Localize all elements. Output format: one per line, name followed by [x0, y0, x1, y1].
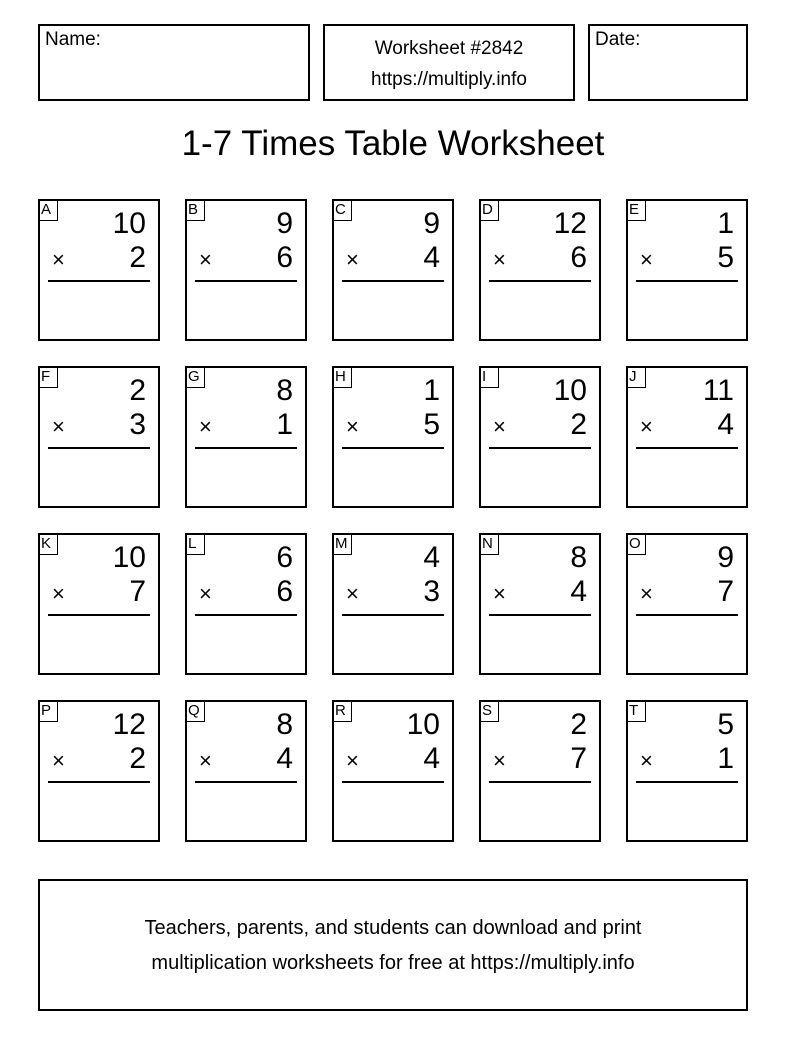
multiplicand: 2: [129, 374, 146, 407]
answer-line: [636, 614, 738, 616]
answer-line: [48, 280, 150, 282]
multiplicand: 1: [423, 374, 440, 407]
multiplier: 1: [276, 408, 293, 441]
multiplier: 4: [570, 575, 587, 608]
worksheet-title: 1-7 Times Table Worksheet: [181, 124, 605, 163]
worksheet-number: Worksheet #2842: [374, 38, 524, 59]
times-sign: ×: [346, 581, 359, 606]
problem-card: [332, 366, 454, 508]
problem-label: D: [479, 199, 499, 221]
times-sign: ×: [199, 748, 212, 773]
answer-line: [48, 781, 150, 783]
multiplier: 6: [276, 241, 293, 274]
problem-card: [185, 199, 307, 341]
problem-label: R: [332, 700, 352, 722]
multiplier: 2: [129, 742, 146, 775]
multiplicand: 9: [423, 207, 440, 240]
problem-label: C: [332, 199, 352, 221]
problem-label: A: [38, 199, 58, 221]
times-sign: ×: [493, 748, 506, 773]
name-label: Name:: [45, 29, 101, 50]
footer-box: [38, 879, 748, 1011]
answer-line: [489, 781, 591, 783]
name-field-box: [38, 24, 310, 101]
times-sign: ×: [52, 581, 65, 606]
times-sign: ×: [52, 748, 65, 773]
problem-card: [185, 366, 307, 508]
answer-line: [48, 447, 150, 449]
times-sign: ×: [199, 581, 212, 606]
times-sign: ×: [346, 414, 359, 439]
multiplier: 4: [423, 241, 440, 274]
answer-line: [342, 447, 444, 449]
times-sign: ×: [199, 247, 212, 272]
problem-label: B: [185, 199, 205, 221]
problem-card: [332, 533, 454, 675]
answer-line: [342, 280, 444, 282]
problem-card: [626, 533, 748, 675]
problem-label: I: [479, 366, 499, 388]
footer-line-1: Teachers, parents, and students can download and print: [144, 917, 642, 939]
problem-card: [626, 366, 748, 508]
multiplicand: 9: [717, 541, 734, 574]
worksheet-info-box: [323, 24, 575, 101]
problem-label: L: [185, 533, 205, 555]
problem-label: M: [332, 533, 352, 555]
multiplicand: 10: [406, 708, 440, 741]
multiplier: 2: [129, 241, 146, 274]
problem-card: [479, 366, 601, 508]
problem-card: [479, 700, 601, 842]
answer-line: [636, 447, 738, 449]
multiplicand: 2: [570, 708, 587, 741]
problem-card: [479, 199, 601, 341]
multiplier: 7: [717, 575, 734, 608]
multiplier: 7: [570, 742, 587, 775]
problem-card: [185, 533, 307, 675]
problem-card: [38, 533, 160, 675]
times-sign: ×: [640, 748, 653, 773]
times-sign: ×: [346, 247, 359, 272]
multiplier: 1: [717, 742, 734, 775]
multiplier: 4: [276, 742, 293, 775]
answer-line: [636, 280, 738, 282]
multiplier: 6: [276, 575, 293, 608]
problem-card: [626, 700, 748, 842]
answer-line: [489, 614, 591, 616]
problem-label: K: [38, 533, 58, 555]
worksheet-url: https://multiply.info: [371, 69, 527, 90]
times-sign: ×: [346, 748, 359, 773]
multiplicand: 6: [276, 541, 293, 574]
answer-line: [489, 280, 591, 282]
problem-label: S: [479, 700, 499, 722]
answer-line: [342, 781, 444, 783]
answer-line: [342, 614, 444, 616]
times-sign: ×: [52, 414, 65, 439]
footer-line-2: multiplication worksheets for free at https://multiply.info: [151, 952, 635, 974]
problem-label: P: [38, 700, 58, 722]
answer-line: [195, 280, 297, 282]
multiplier: 3: [129, 408, 146, 441]
problem-label: H: [332, 366, 352, 388]
answer-line: [489, 447, 591, 449]
problem-card: [332, 199, 454, 341]
multiplicand: 12: [112, 708, 146, 741]
multiplier: 6: [570, 241, 587, 274]
multiplier: 7: [129, 575, 146, 608]
multiplicand: 4: [423, 541, 440, 574]
multiplier: 4: [423, 742, 440, 775]
answer-line: [48, 614, 150, 616]
problem-label: O: [626, 533, 646, 555]
times-sign: ×: [640, 247, 653, 272]
problem-card: [626, 199, 748, 341]
times-sign: ×: [493, 414, 506, 439]
problem-card: [479, 533, 601, 675]
multiplicand: 10: [112, 207, 146, 240]
answer-line: [636, 781, 738, 783]
times-sign: ×: [199, 414, 212, 439]
times-sign: ×: [493, 247, 506, 272]
problem-card: [38, 366, 160, 508]
multiplicand: 10: [553, 374, 587, 407]
multiplicand: 8: [276, 374, 293, 407]
multiplicand: 1: [717, 207, 734, 240]
problem-label: T: [626, 700, 646, 722]
multiplier: 5: [717, 241, 734, 274]
date-field-box: [588, 24, 748, 101]
problem-label: J: [626, 366, 646, 388]
times-sign: ×: [493, 581, 506, 606]
problem-label: E: [626, 199, 646, 221]
answer-line: [195, 614, 297, 616]
multiplier: 2: [570, 408, 587, 441]
answer-line: [195, 781, 297, 783]
problem-card: [38, 199, 160, 341]
multiplicand: 5: [717, 708, 734, 741]
problem-card: [185, 700, 307, 842]
multiplicand: 9: [276, 207, 293, 240]
multiplicand: 8: [276, 708, 293, 741]
answer-line: [195, 447, 297, 449]
problem-label: N: [479, 533, 499, 555]
date-label: Date:: [595, 29, 641, 50]
multiplicand: 10: [112, 541, 146, 574]
multiplicand: 8: [570, 541, 587, 574]
multiplier: 5: [423, 408, 440, 441]
times-sign: ×: [52, 247, 65, 272]
multiplicand: 12: [553, 207, 587, 240]
multiplier: 3: [423, 575, 440, 608]
problem-label: G: [185, 366, 205, 388]
problem-label: F: [38, 366, 58, 388]
multiplicand: 11: [702, 374, 734, 407]
problem-card: [332, 700, 454, 842]
problem-card: [38, 700, 160, 842]
problem-label: Q: [185, 700, 205, 722]
multiplier: 4: [717, 408, 734, 441]
times-sign: ×: [640, 581, 653, 606]
times-sign: ×: [640, 414, 653, 439]
